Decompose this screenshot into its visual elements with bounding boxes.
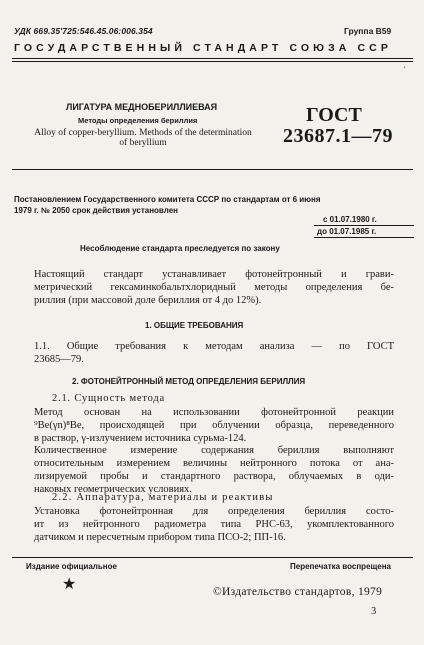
bottom-rule [12, 557, 413, 558]
gost-label: ГОСТ [306, 104, 362, 126]
text-line: риллия (при массовой доле бериллия от 4 до 12%). [34, 295, 262, 306]
title-en-line1: Alloy of copper-beryllium. Methods of the determination [34, 128, 252, 138]
standard-title: ГОСУДАРСТВЕННЫЙ СТАНДАРТ СОЮЗА ССР [14, 42, 392, 54]
text-line: в раствор, γ-излучением источника сурьма-124. [34, 433, 247, 444]
star-icon: ★ [62, 576, 77, 593]
text-line: ит из нейтронного радиометра типа РНС-63, укомплектованного [34, 519, 394, 530]
margin-tick: ' [404, 65, 406, 74]
middle-rule [12, 169, 413, 170]
title-ru: ЛИГАТУРА МЕДНОБЕРИЛЛИЕВАЯ [66, 102, 218, 112]
text-line: наковых геометрических условиях. [34, 484, 192, 495]
decree-line1: Постановлением Государственного комитета СССР по стандартам от 6 июня [14, 195, 321, 204]
gost-number: 23687.1—79 [283, 125, 393, 147]
text-line: Настоящий стандарт устанавливает фотонейтронный и грави- [34, 269, 394, 280]
paragraph-2-1-heading: 2.1. Сущность метода [52, 393, 165, 404]
title-en-line2: of beryllium [119, 138, 167, 148]
paragraph-2-2-heading: 2.2. Аппаратура, материалы и реактивы [52, 492, 274, 503]
section-2-heading: 2. ФОТОНЕЙТРОННЫЙ МЕТОД ОПРЕДЕЛЕНИЯ БЕРИЛЛИЯ [72, 377, 306, 386]
official-edition: Издание официальное [26, 562, 117, 571]
setup-paragraph [34, 505, 394, 544]
publisher-copyright: ©Издательство стандартов, 1979 [213, 586, 383, 598]
udk-code: УДК 669.35'725:546.45.06:006.354 [14, 26, 153, 36]
decree-text [14, 194, 410, 216]
date-underline [314, 225, 414, 226]
subtitle-ru: Методы определения бериллия [78, 116, 198, 125]
quantitative-paragraph [34, 444, 394, 496]
violation-notice: Несоблюдение стандарта преследуется по закону [80, 244, 280, 253]
title-en [18, 128, 268, 148]
text-line: ⁹Be(γn)⁸Be, происходящей при облучении образца, переведенного [34, 420, 394, 431]
reprint-notice: Перепечатка воспрещена [290, 562, 391, 571]
date-underline [314, 237, 414, 238]
intro-paragraph [34, 268, 394, 307]
text-line: относительным измерением величины нейтронного потока от ана- [34, 458, 394, 469]
text-line: 1.1. Общие требования к методам анализа — по ГОСТ [34, 341, 394, 352]
method-paragraph [34, 406, 394, 445]
text-line: метрический гексаминкобальтхлоридный методы определения бе- [34, 282, 394, 293]
paragraph-1-1 [34, 340, 394, 366]
text-line: Установка фотонейтронная для определения бериллия состо- [34, 506, 394, 517]
page-number: 3 [371, 606, 377, 617]
text-line: 23685—79. [34, 354, 84, 365]
date-to: до 01.07.1985 г. [317, 227, 377, 236]
decree-line2: 1979 г. № 2050 срок действия установлен [14, 206, 178, 215]
text-line: Количественное измерение содержания бериллия выполняют [34, 445, 394, 456]
group-code: Группа В59 [344, 26, 392, 36]
top-rule-thin [12, 61, 413, 62]
date-from: с 01.07.1980 г. [323, 215, 377, 224]
top-rule [12, 58, 413, 59]
text-line: лизируемой пробы и стандартного раствора, облучаемых в оди- [34, 471, 394, 482]
text-line: датчиком и пересчетным прибором типа ПСО-2; ПП-16. [34, 532, 286, 543]
section-1-heading: 1. ОБЩИЕ ТРЕБОВАНИЯ [145, 321, 244, 330]
text-line: Метод основан на использовании фотонейтронной реакции [34, 407, 394, 418]
